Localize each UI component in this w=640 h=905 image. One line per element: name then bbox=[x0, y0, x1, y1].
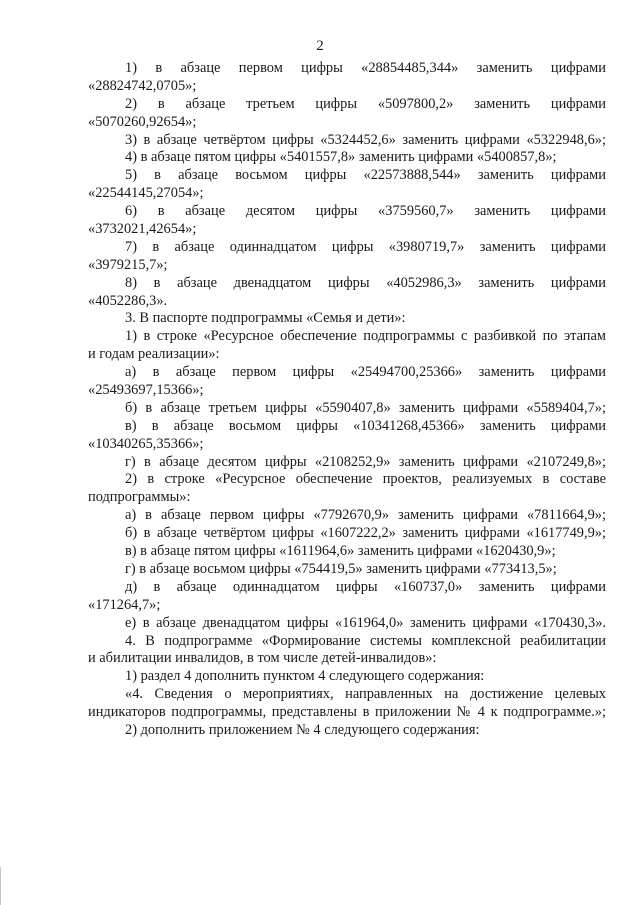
text-line: «25493697,15366»; bbox=[88, 382, 204, 399]
text-line: 8) в абзаце двенадцатом цифры «4052986,3» заменить цифрами bbox=[125, 274, 606, 291]
text-line: 2) в абзаце третьем цифры «5097800,2» заменить цифрами bbox=[125, 95, 606, 112]
text-line: а) в абзаце первом цифры «7792670,9» заменить цифрами «7811664,9»; bbox=[125, 507, 606, 524]
text-line: 4) в абзаце пятом цифры «5401557,8» заменить цифрами «5400857,8»; bbox=[125, 149, 557, 166]
text-line: в) в абзаце восьмом цифры «10341268,45366» заменить цифрами bbox=[125, 417, 606, 434]
scan-edge-mark bbox=[0, 867, 4, 905]
text-line: «10340265,35366»; bbox=[88, 435, 204, 452]
text-line: индикаторов подпрограммы, представлены в приложении № 4 к подпрограмме.»; bbox=[88, 704, 606, 721]
text-line: 7) в абзаце одиннадцатом цифры «3980719,7» заменить цифрами bbox=[125, 238, 606, 255]
text-line: «4052286,3». bbox=[88, 292, 168, 309]
text-line: «3732021,42654»; bbox=[88, 221, 197, 238]
text-line: 5) в абзаце восьмом цифры «22573888,544» заменить цифрами bbox=[125, 167, 606, 184]
text-line: б) в абзаце четвёртом цифры «1607222,2» заменить цифрами «1617749,9»; bbox=[125, 525, 606, 542]
text-line: г) в абзаце восьмом цифры «754419,5» заменить цифрами «773413,5»; bbox=[125, 560, 557, 577]
text-line: 6) в абзаце десятом цифры «3759560,7» заменить цифрами bbox=[125, 203, 606, 220]
document-body bbox=[88, 60, 606, 740]
text-line: 4. В подпрограмме «Формирование системы комплексной реабилитации bbox=[125, 632, 606, 649]
text-line: «22544145,27054»; bbox=[88, 185, 204, 202]
text-line: б) в абзаце третьем цифры «5590407,8» заменить цифрами «5589404,7»; bbox=[125, 399, 606, 416]
text-line: 2) дополнить приложением № 4 следующего содержания: bbox=[125, 721, 480, 738]
page-number: 2 bbox=[316, 38, 324, 54]
text-line: и годам реализации»: bbox=[88, 346, 220, 363]
text-line: д) в абзаце одиннадцатом цифры «160737,0» заменить цифрами bbox=[125, 578, 606, 595]
text-line: подпрограммы»: bbox=[88, 489, 191, 506]
text-line: «5070260,92654»; bbox=[88, 113, 197, 130]
text-line: а) в абзаце первом цифры «25494700,25366» заменить цифрами bbox=[125, 364, 606, 381]
text-line: 1) в строке «Ресурсное обеспечение подпрограммы с разбивкой по этапам bbox=[125, 328, 606, 345]
text-line: в) в абзаце пятом цифры «1611964,6» заменить цифрами «1620430,9»; bbox=[125, 543, 556, 560]
text-line: е) в абзаце двенадцатом цифры «161964,0» заменить цифрами «170430,3». bbox=[125, 614, 606, 631]
text-line: г) в абзаце десятом цифры «2108252,9» заменить цифрами «2107249,8»; bbox=[125, 453, 606, 470]
text-line: «28824742,0705»; bbox=[88, 77, 197, 94]
text-line: 1) в абзаце первом цифры «28854485,344» заменить цифрами bbox=[125, 60, 606, 76]
text-line: 1) раздел 4 дополнить пунктом 4 следующего содержания: bbox=[125, 668, 485, 685]
text-line: «171264,7»; bbox=[88, 596, 161, 613]
text-line: «4. Сведения о мероприятиях, направленных на достижение целевых bbox=[125, 686, 606, 703]
text-line: 3) в абзаце четвёртом цифры «5324452,6» заменить цифрами «5322948,6»; bbox=[125, 131, 606, 148]
text-line: «3979215,7»; bbox=[88, 256, 168, 273]
text-line: 3. В паспорте подпрограммы «Семья и дети»: bbox=[125, 310, 406, 327]
text-line: 2) в строке «Ресурсное обеспечение проектов, реализуемых в составе bbox=[125, 471, 606, 488]
text-line: и абилитации инвалидов, в том числе детей-инвалидов»: bbox=[88, 650, 437, 667]
